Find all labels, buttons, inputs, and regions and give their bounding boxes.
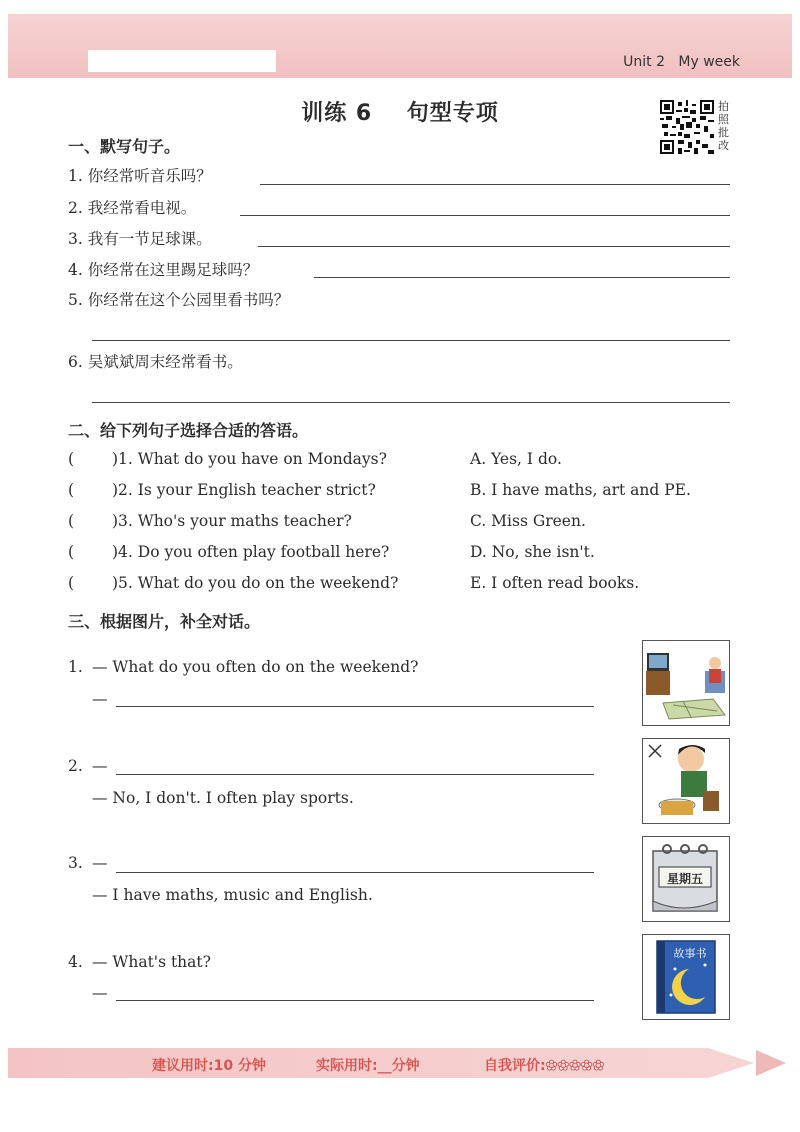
s1-answer-line-5[interactable] (92, 340, 730, 341)
calendar-day-label: 星期五 (666, 872, 703, 886)
s3-d3-line2: — I have maths, music and English. (92, 886, 373, 904)
s2-question-5: )5. What do you do on the weekend? (112, 574, 399, 592)
s2-bracket-1[interactable]: ( (68, 450, 75, 468)
storybook-picture (642, 934, 730, 1020)
s1-answer-line-4[interactable] (314, 277, 730, 278)
qr-note-char: 改 (718, 139, 729, 152)
footer-arrow-tip (756, 1050, 786, 1076)
footer-arrow (708, 1048, 754, 1078)
unit-topic: My week (678, 54, 740, 70)
s1-item-5: 5. 你经常在这个公园里看书吗？ (68, 291, 290, 309)
s2-answer-d: D. No, she isn't. (470, 543, 595, 561)
s2-answer-b: B. I have maths, art and PE. (470, 481, 691, 499)
suggested-time: 建议用时:10 分钟 (152, 1058, 266, 1074)
s1-answer-line-6[interactable] (92, 402, 730, 403)
s3-d1-line1: — What do you often do on the weekend? (92, 658, 419, 676)
s3-num-1: 1. (68, 658, 83, 676)
scan-to-grade-note (718, 100, 732, 152)
section3-heading: 三、根据图片，补全对话。 (68, 612, 261, 631)
header-blank-area (88, 50, 276, 72)
s3-d1-dash: — (92, 690, 108, 708)
s2-question-1: )1. What do you have on Mondays? (112, 450, 387, 468)
qr-note-char: 拍 (718, 100, 729, 113)
qr-note-char: 批 (718, 126, 729, 139)
s3-d4-line1: — What's that? (92, 953, 211, 971)
unit-label (623, 54, 740, 70)
storybook-title: 故事书 (673, 947, 707, 960)
s1-item-6: 6. 吴斌斌周末经常看书。 (68, 353, 243, 371)
s2-bracket-3[interactable]: ( (68, 512, 75, 530)
s2-question-2: )2. Is your English teacher strict? (112, 481, 376, 499)
section2-heading: 二、给下列句子选择合适的答语。 (68, 421, 309, 440)
s1-item-4: 4. 你经常在这里踢足球吗？ (68, 261, 259, 279)
s2-answer-e: E. I often read books. (470, 574, 640, 592)
s3-d3-dash: — (92, 854, 108, 872)
s2-question-4: )4. Do you often play football here? (112, 543, 390, 561)
s2-bracket-2[interactable]: ( (68, 481, 75, 499)
s3-d3-answer-line[interactable] (116, 872, 594, 873)
s2-answer-a: A. Yes, I do. (470, 450, 562, 468)
s3-num-4: 4. (68, 953, 83, 971)
s3-d4-dash: — (92, 984, 108, 1002)
s3-d1-answer-line[interactable] (116, 706, 594, 707)
s3-num-2: 2. (68, 757, 83, 775)
self-eval-label: 自我评价: (484, 1058, 546, 1074)
calendar-friday-picture (642, 836, 730, 922)
s1-item-1: 1. 你经常听音乐吗？ (68, 167, 212, 185)
actual-time[interactable]: 实际用时:__分钟 (316, 1058, 420, 1074)
s1-item-2: 2. 我经常看电视。 (68, 199, 197, 217)
s1-answer-line-3[interactable] (258, 246, 730, 247)
qr-note-char: 照 (718, 113, 729, 126)
s3-d2-line2: — No, I don't. I often play sports. (92, 789, 354, 807)
s2-answer-c: C. Miss Green. (470, 512, 586, 530)
boy-washing-clothes-picture (642, 738, 730, 824)
section1-heading: 一、默写句子。 (68, 137, 181, 156)
qr-code-icon[interactable] (660, 100, 714, 154)
unit-number: Unit 2 (623, 54, 666, 70)
page-title: 训练 6 句型专项 (301, 101, 499, 126)
s3-d2-dash: — (92, 757, 108, 775)
s1-answer-line-1[interactable] (260, 184, 730, 185)
s2-bracket-5[interactable]: ( (68, 574, 75, 592)
s2-bracket-4[interactable]: ( (68, 543, 75, 561)
self-evaluation (484, 1055, 604, 1075)
s1-answer-line-2[interactable] (240, 215, 730, 216)
s3-d4-answer-line[interactable] (116, 1000, 594, 1001)
tv-living-room-picture (642, 640, 730, 726)
s2-question-3: )3. Who's your maths teacher? (112, 512, 352, 530)
rating-stars-icon[interactable]: ✿✿✿✿✿ (545, 1058, 605, 1074)
s3-num-3: 3. (68, 854, 83, 872)
s3-d2-answer-line[interactable] (116, 774, 594, 775)
s1-item-3: 3. 我有一节足球课。 (68, 230, 212, 248)
